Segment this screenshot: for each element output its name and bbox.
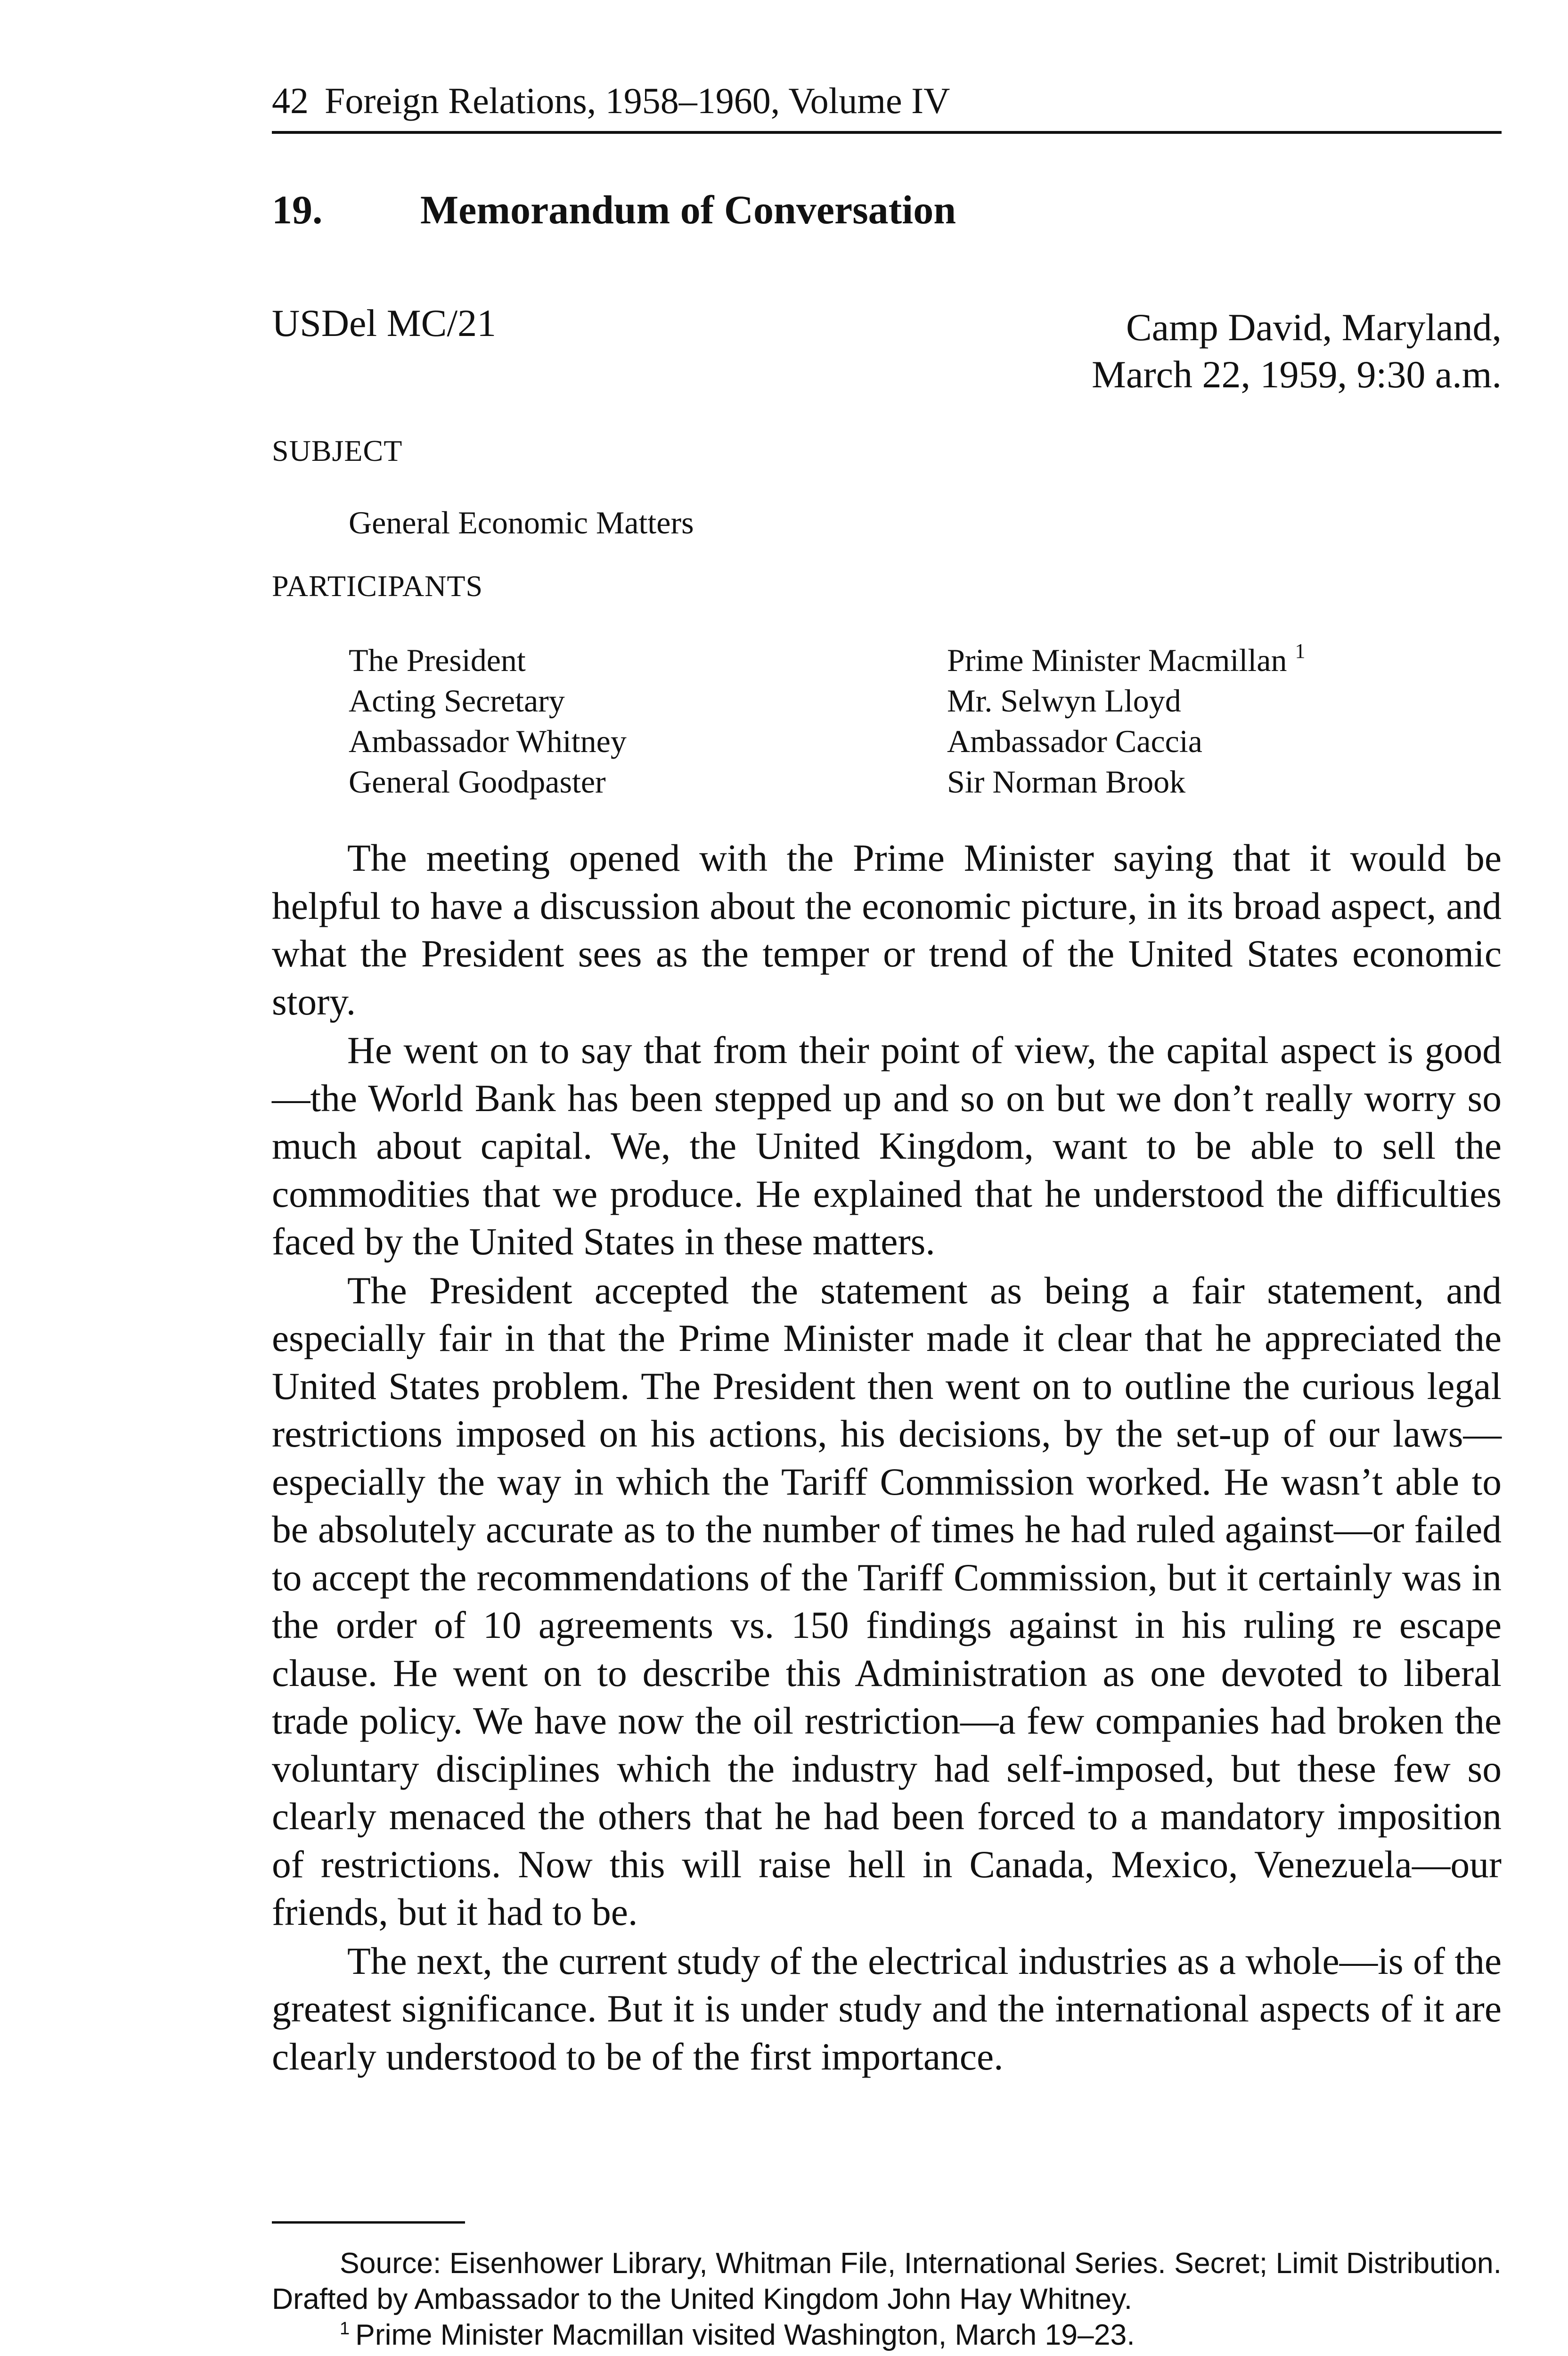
body-paragraph: The next, the current study of the electrical industries as a whole—is of the greatest significance. But it is under study and the international aspects of it are clearly understood to be of the first importance. (272, 1939, 1502, 2078)
footnote-rule (272, 2221, 465, 2224)
participant: The President (349, 642, 526, 678)
source-note: Source: Eisenhower Library, Whitman File, International Series. Secret; Limit Distribution. Drafted by Ambassador to the United Kingdom John Hay Whitney. (272, 2247, 1502, 2315)
body-paragraph: He went on to say that from their point of view, the capital aspect is good—the World Bank has been stepped up and so on but we don’t really worry so much about capital. We, the United Kingdom, want to be able to sell the commodities that we produce. He explained that he understood the difficulties faced by the United States in these matters. (272, 1029, 1502, 1263)
participant (947, 640, 1305, 680)
participant: Mr. Selwyn Lloyd (947, 683, 1181, 719)
series-title: Foreign Relations, 1958–1960, Volume IV (325, 80, 950, 121)
body-paragraph: The President accepted the statement as being a fair statement, and especially fair in that the Prime Minister made it clear that he appreciated the United States problem. The President then went on to outline the curious legal restrictions imposed on his actions, his decisions, by the set-up of our laws—especially the way in which the Tariff Commission worked. He wasn’t able to be absolutely accurate as to the number of times he had ruled against—or failed to accept the recommendations of the Tariff Commission, but it certainly was in the order of 10 agreements vs. 150 findings against in his ruling re escape clause. He went on to describe this Administration as one devoted to liberal trade policy. We have now the oil restriction—a few companies had broken the voluntary disciplines which the industry had self-imposed, but these few so clearly menaced the others that he had been forced to a mandatory imposition of restrictions. Now this will raise hell in Canada, Mexico, Venezuela—our friends, but it had to be. (272, 1268, 1502, 1933)
participant-name: Prime Minister Macmillan (947, 642, 1287, 678)
header-rule (272, 131, 1502, 134)
participants-uk (947, 640, 1305, 802)
participants-us (349, 640, 627, 802)
document-date: March 22, 1959, 9:30 a.m. (1092, 353, 1502, 396)
document-number: 19. (272, 187, 323, 232)
footnotes (272, 2245, 1502, 2353)
document-title: Memorandum of Conversation (420, 187, 956, 232)
participant: General Goodpaster (349, 764, 606, 800)
subject-label: SUBJECT (272, 434, 403, 467)
footnote-ref: 1 (1295, 639, 1306, 663)
place-date (1092, 304, 1502, 398)
participant: Acting Secretary (349, 683, 565, 719)
page-number: 42 (272, 80, 309, 121)
body-paragraph: The meeting opened with the Prime Minister saying that it would be helpful to have a discussion about the economic picture, in its broad aspect, and what the President sees as the temper or trend of the United States economic story. (272, 836, 1502, 1023)
subject-text: General Economic Matters (349, 505, 694, 540)
participant: Sir Norman Brook (947, 764, 1186, 800)
participants-label: PARTICIPANTS (272, 569, 483, 603)
document-id: USDel MC/21 (272, 302, 497, 344)
participant: Ambassador Whitney (349, 723, 627, 759)
running-header (272, 82, 1502, 119)
memo-body (272, 834, 1502, 2081)
document-place: Camp David, Maryland, (1126, 306, 1502, 349)
footnote-marker: 1 (340, 2319, 350, 2339)
footnote-text: Prime Minister Macmillan visited Washington, March 19–23. (355, 2318, 1135, 2351)
footnote-1 (272, 2317, 1502, 2353)
document-heading (272, 189, 956, 230)
participant: Ambassador Caccia (947, 723, 1202, 759)
